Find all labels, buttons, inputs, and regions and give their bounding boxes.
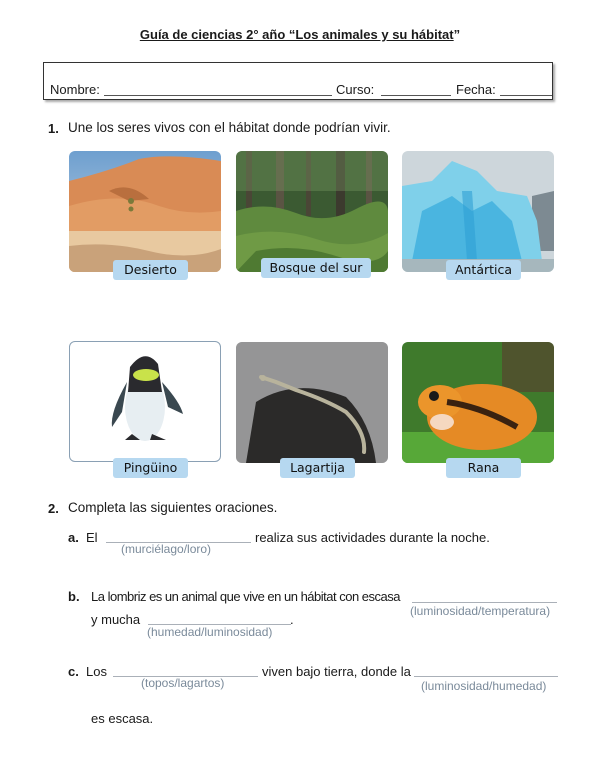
item-c-end: es escasa. xyxy=(91,711,154,726)
animal-label-rana: Rana xyxy=(446,458,521,478)
item-c-hint-2: (luminosidad/humedad) xyxy=(421,679,547,693)
name-label: Nombre: xyxy=(50,82,100,97)
course-label: Curso: xyxy=(336,82,375,97)
page-title: Guía de ciencias 2° año “Los animales y su hábitat” xyxy=(139,27,461,42)
question-2-text: Completa las siguientes oraciones. xyxy=(68,500,278,515)
forest-image[interactable] xyxy=(236,151,388,272)
animal-label-lagartija: Lagartija xyxy=(280,458,355,478)
item-b-hint-2: (humedad/luminosidad) xyxy=(147,625,273,639)
question-1-number: 1. xyxy=(48,121,59,136)
item-a-hint: (murciélago/loro) xyxy=(121,542,212,556)
habitat-label-antartica: Antártica xyxy=(446,260,521,280)
item-c-before: Los xyxy=(86,664,107,679)
animal-label-pinguino: Pingüino xyxy=(113,458,188,478)
item-b-line1: La lombriz es un animal que vive en un hábitat con escasa xyxy=(91,589,400,604)
desert-image[interactable] xyxy=(69,151,221,272)
antarctica-image[interactable] xyxy=(402,151,554,272)
item-c-hint-1: (topos/lagartos) xyxy=(141,676,225,690)
item-b-blank-1[interactable] xyxy=(412,602,557,603)
lizard-image[interactable] xyxy=(236,342,388,463)
date-label: Fecha: xyxy=(456,82,496,97)
item-c-middle: viven bajo tierra, donde la xyxy=(262,664,411,679)
course-field[interactable] xyxy=(381,95,451,96)
item-a-after: realiza sus actividades durante la noche. xyxy=(255,530,490,545)
question-1-text: Une los seres vivos con el hábitat donde podrían vivir. xyxy=(68,120,391,135)
penguin-image[interactable] xyxy=(69,341,221,462)
date-field[interactable] xyxy=(500,95,552,96)
habitat-label-desierto: Desierto xyxy=(113,260,188,280)
frog-image[interactable] xyxy=(402,342,554,463)
student-info-box xyxy=(43,62,553,100)
item-c-blank-2[interactable] xyxy=(414,676,558,677)
item-a-letter: a. xyxy=(68,530,79,545)
item-b-hint-1: (luminosidad/temperatura) xyxy=(410,604,551,618)
item-b-line2-before: y mucha xyxy=(91,612,141,627)
habitat-label-bosque-del-sur: Bosque del sur xyxy=(261,258,371,278)
item-c-letter: c. xyxy=(68,664,79,679)
name-field[interactable] xyxy=(104,95,332,96)
item-b-letter: b. xyxy=(68,589,80,604)
item-b-line2-after: . xyxy=(290,612,294,627)
item-a-before: El xyxy=(86,530,98,545)
question-2-number: 2. xyxy=(48,501,59,516)
